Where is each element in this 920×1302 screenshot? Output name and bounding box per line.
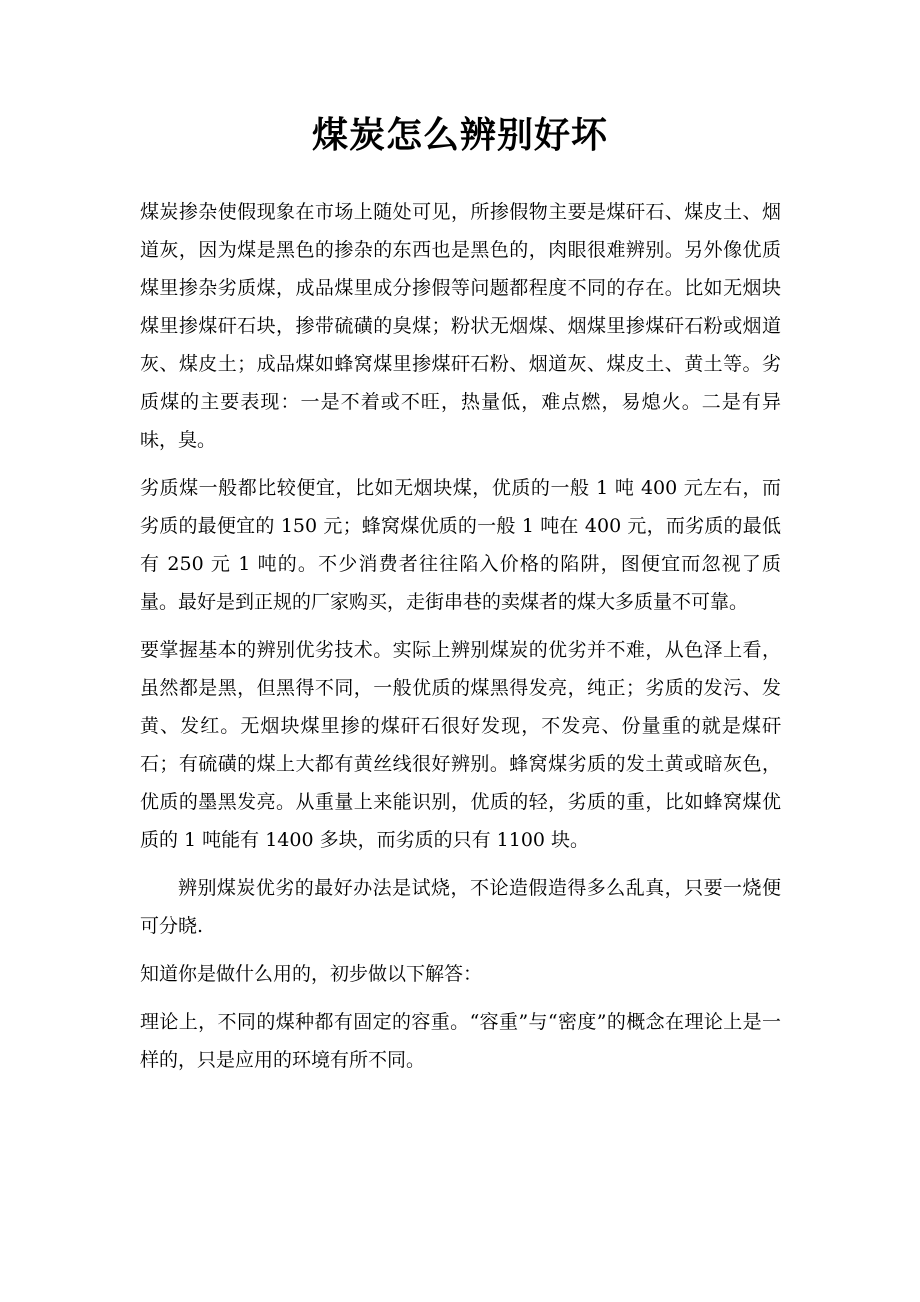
paragraph-answer-intro: 知道你是做什么用的，初步做以下解答： xyxy=(140,963,483,985)
paragraph-adulteration: 煤炭掺杂使假现象在市场上随处可见，所掺假物主要是煤矸石、煤皮土、烟道灰，因为煤是黑色的掺杂的东西也是黑色的，肉眼很难辨别。另外像优质煤里掺杂劣质煤，成品煤里成分掺假等问题都程度不同的存在。比如无烟块煤里掺煤矸石块，掺带硫磺的臭煤；粉状无烟煤、烟煤里掺煤矸石粉或烟道灰、煤皮土；成品煤如蜂窝煤里掺煤矸石粉、烟道灰、煤皮土、黄土等。劣质煤的主要表现：一是不着或不旺，热量低，难点燃，易熄火。二是有异味，臭。 xyxy=(140,201,781,451)
paragraph-price: 劣质煤一般都比较便宜，比如无烟块煤，优质的一般 1 吨 400 元左右，而劣质的最便宜的 150 元；蜂窝煤优质的一般 1 吨在 400 元，而劣质的最低有 250 元 1 吨的。不少消费者往往陷入价格的陷阱，图便宜而忽视了质量。最好是到正规的厂家购买，走街串巷的卖煤者的煤大多质量不可靠。 xyxy=(140,477,781,613)
document-body xyxy=(140,193,781,1089)
paragraph-identification: 要掌握基本的辨别优劣技术。实际上辨别煤炭的优劣并不难，从色泽上看，虽然都是黑，但黑得不同，一般优质的煤黑得发亮，纯正；劣质的发污、发黄、发红。无烟块煤里掺的煤矸石很好发现，不发亮、份量重的就是煤矸石；有硫磺的煤上大都有黄丝线很好辨别。蜂窝煤劣质的发土黄或暗灰色，优质的墨黑发亮。从重量上来能识别，优质的轻，劣质的重，比如蜂窝煤优质的 1 吨能有 1400 多块，而劣质的只有 1100 块。 xyxy=(140,639,781,851)
paragraph-bulk-density: 理论上，不同的煤种都有固定的容重。“容重”与“密度”的概念在理论上是一样的，只是应用的环境有所不同。 xyxy=(140,1011,781,1071)
document-title: 煤炭怎么辨别好坏 xyxy=(311,115,608,156)
paragraph-burn-test: 辨别煤炭优劣的最好办法是试烧，不论造假造得多么乱真，只要一烧便可分晓. xyxy=(140,877,781,937)
